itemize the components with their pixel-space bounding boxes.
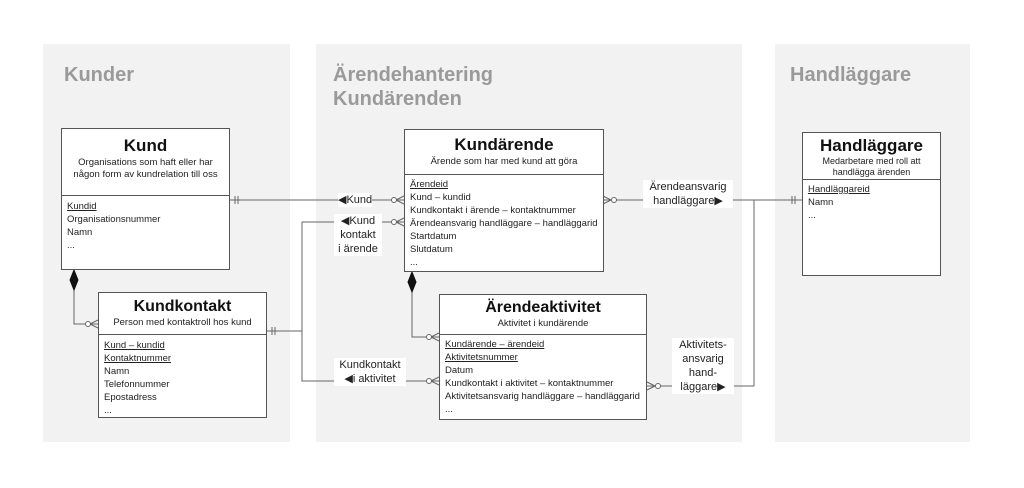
relation-label-kundkontakt-i-arende	[334, 214, 382, 256]
entity-title: Kundkontakt	[133, 298, 232, 315]
attribute: Ärendeansvarig handläggare – handläggarid	[410, 218, 598, 229]
group-title-kunder: Kunder	[64, 64, 134, 86]
relation-label-line: läggare▶	[680, 381, 726, 393]
relation-label-line: kontakt	[340, 229, 376, 241]
relation-label-line: handläggare▶	[653, 195, 723, 207]
relation-label-line: ◀Kund	[340, 215, 376, 227]
attribute: Namn	[808, 197, 834, 208]
entity-arendeaktivitet	[439, 294, 647, 420]
attribute-list	[62, 196, 229, 256]
relation-label-line: ansvarig	[682, 353, 724, 365]
relation-label-kund: ◀Kund	[338, 194, 373, 206]
relation-label-line: Aktivitets-	[679, 339, 727, 351]
entity-handlaggare	[802, 132, 941, 276]
group-title-line-1: Ärendehantering	[333, 64, 494, 86]
attribute-primary-key: Kundid	[67, 201, 97, 212]
group-title-line-2: Kundärenden	[333, 88, 462, 110]
attribute: Kund – kundid	[410, 192, 471, 203]
attribute-primary-key: Kund – kundid	[104, 340, 165, 351]
attribute-list	[803, 180, 940, 226]
entity-kundkontakt	[98, 292, 267, 418]
attribute-primary-key: Handläggareid	[808, 184, 870, 195]
entity-kundarende	[404, 129, 604, 272]
attribute-list	[405, 175, 603, 273]
attribute: Startdatum	[410, 231, 457, 242]
relation-label-aktivitetsansvarig	[672, 338, 734, 394]
group-title-handlaggare: Handläggare	[790, 64, 912, 86]
entity-title: Kundärende	[454, 135, 554, 154]
attribute-primary-key: Ärendeid	[410, 179, 449, 190]
attribute-primary-key: Aktivitetsnummer	[445, 352, 518, 363]
entity-kund	[61, 128, 230, 270]
relation-label-line: i ärende	[338, 243, 378, 255]
attribute: Aktivitetsansvarig handläggare – handläggarid	[445, 391, 640, 402]
attribute: Namn	[104, 366, 130, 377]
attribute: ...	[808, 210, 816, 221]
attribute: Organisationsnummer	[67, 214, 161, 225]
attribute: ...	[410, 257, 418, 268]
entity-title: Ärendeaktivitet	[485, 299, 601, 316]
entity-description: Organisations som haft eller har någon form av kundrelation till oss	[73, 157, 218, 180]
attribute-list	[99, 335, 266, 421]
attribute: Slutdatum	[410, 244, 453, 255]
attribute: ...	[104, 405, 112, 416]
relation-label-kundkontakt-i-aktivitet	[334, 358, 406, 386]
attribute: Telefonnummer	[104, 379, 170, 390]
relation-label-line: hand-	[688, 367, 718, 379]
relation-label-line: Ärendeansvarig	[649, 181, 727, 193]
attribute: Namn	[67, 227, 93, 238]
attribute: Kundkontakt i ärende – kontaktnummer	[410, 205, 576, 216]
attribute: Kundkontakt i aktivitet – kontaktnummer	[445, 378, 614, 389]
attribute-primary-key: Kontaktnummer	[104, 353, 172, 364]
attribute-primary-key: Kundärende – ärendeid	[445, 339, 545, 350]
rel-line-kund-arende	[229, 196, 404, 204]
entity-description: Ärende som har med kund att göra	[430, 156, 578, 167]
entity-title: Handläggare	[820, 136, 923, 155]
rel-line-arende-aktivitet	[408, 272, 439, 341]
relation-label-arendeansvarig	[643, 180, 733, 208]
attribute: Epostadress	[104, 392, 157, 403]
attribute: ...	[67, 240, 75, 251]
entity-description: Medarbetare med roll att handlägga ärenden	[822, 156, 921, 177]
relation-label-line: Kundkontakt	[339, 359, 401, 371]
rel-line-kund-kundkontakt	[70, 270, 98, 328]
entity-description: Aktivitet i kundärende	[497, 318, 589, 329]
attribute-list	[440, 335, 646, 420]
attribute: ...	[445, 404, 453, 415]
entity-title: Kund	[123, 136, 168, 155]
relation-label-line: ◀i aktivitet	[344, 373, 396, 385]
attribute: Datum	[445, 365, 473, 376]
entity-description: Person med kontaktroll hos kund	[113, 317, 252, 328]
